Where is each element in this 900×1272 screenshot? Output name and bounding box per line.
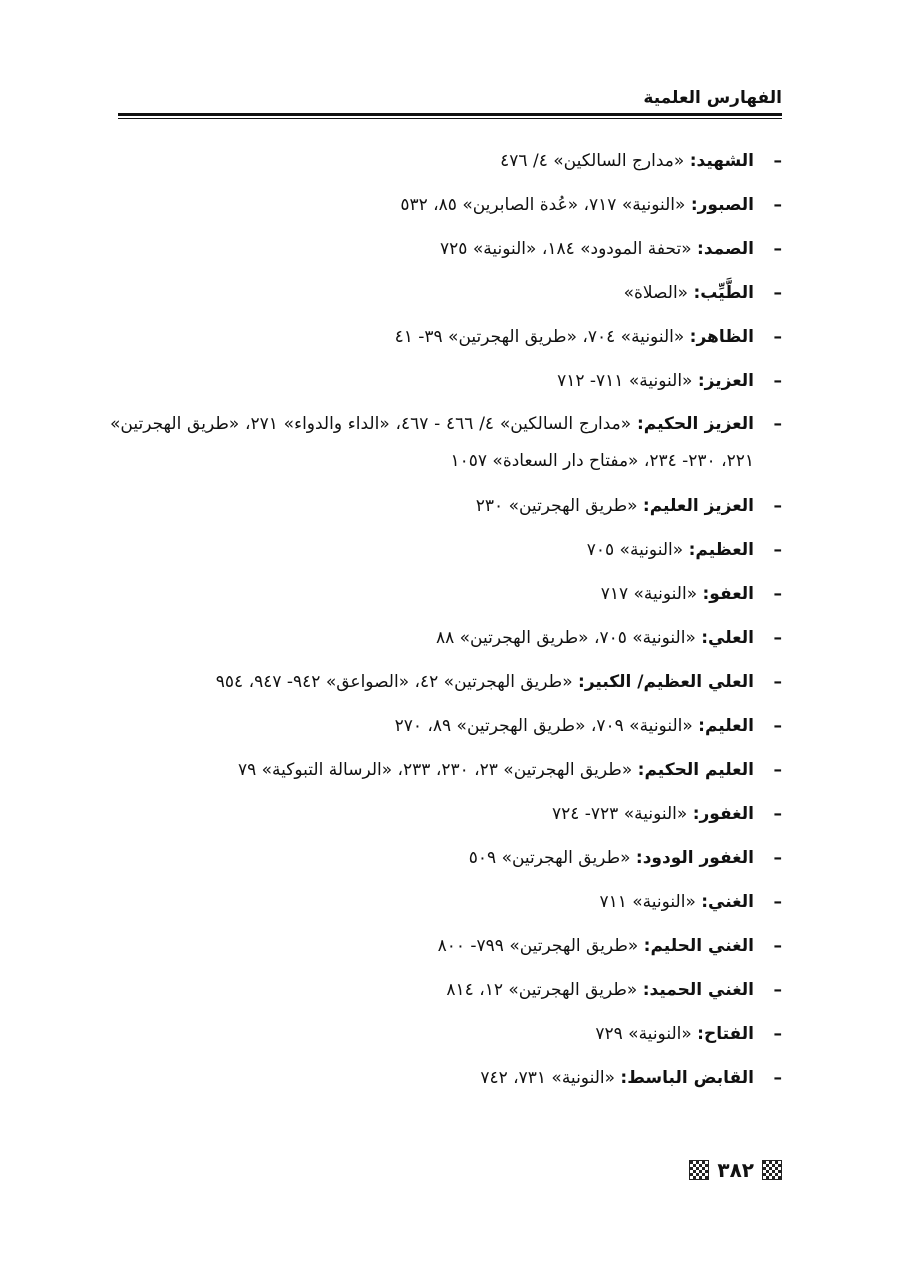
- bullet-dash: –: [773, 716, 782, 736]
- entry-refs: «طريق الهجرتين» ٧٩٩- ٨٠٠: [437, 936, 644, 956]
- index-entry: [110, 1012, 782, 1056]
- entry-name: الظاهر:: [689, 327, 754, 347]
- entry-refs: «النونية» ٧٢٩: [595, 1024, 698, 1044]
- index-entry: [110, 528, 782, 572]
- index-list: [110, 139, 782, 1100]
- entry-name: العلي:: [701, 628, 754, 648]
- entry-name: العلي العظيم/ الكبير:: [578, 672, 754, 692]
- entry-name: الطَّيِّب:: [693, 283, 754, 303]
- bullet-dash: –: [773, 936, 782, 956]
- bullet-dash: –: [773, 584, 782, 604]
- entry-name: العزيز الحكيم:: [636, 414, 754, 434]
- entry-name: العليم:: [698, 716, 754, 736]
- header-rule-thick: [118, 113, 782, 116]
- index-entry: [110, 836, 782, 880]
- entry-name: الغني:: [701, 892, 754, 912]
- entry-name: الصمد:: [697, 239, 754, 259]
- bullet-dash: –: [773, 371, 782, 391]
- entry-name: الغني الحليم:: [643, 936, 754, 956]
- bullet-dash: –: [773, 239, 782, 259]
- bullet-dash: –: [773, 848, 782, 868]
- entry-refs: «النونية» ٧١١: [599, 892, 702, 912]
- index-entry: [110, 139, 782, 183]
- bullet-dash: –: [773, 195, 782, 215]
- index-entry: [110, 227, 782, 271]
- ornament-icon: [689, 1160, 709, 1180]
- index-entry: [110, 924, 782, 968]
- index-entry: [110, 748, 782, 792]
- entry-refs: «طريق الهجرتين» ٤٢، «الصواعق» ٩٤٢- ٩٤٧، ٩٥٤: [215, 672, 579, 692]
- entry-refs: «النونية» ٧٠٥: [586, 540, 689, 560]
- entry-refs: «طريق الهجرتين» ٢٣، ٢٣٠، ٢٣٣، «الرسالة التبوكية» ٧٩: [237, 760, 638, 780]
- entry-refs: «النونية» ٧١٧، «عُدة الصابرين» ٨٥، ٥٣٢: [400, 195, 691, 215]
- bullet-dash: –: [773, 496, 782, 516]
- bullet-dash: –: [773, 1024, 782, 1044]
- bullet-dash: –: [773, 980, 782, 1000]
- entry-refs: «النونية» ٧٠٩، «طريق الهجرتين» ٨٩، ٢٧٠: [394, 716, 699, 736]
- bullet-dash: –: [773, 760, 782, 780]
- entry-name: العزيز العليم:: [642, 496, 754, 516]
- entry-name: الشهيد:: [689, 151, 754, 171]
- index-entry: [110, 359, 782, 403]
- entry-refs: «النونية» ٧١١- ٧١٢: [557, 371, 698, 391]
- bullet-dash: –: [773, 892, 782, 912]
- entry-name: العفو:: [702, 584, 754, 604]
- index-entry: [110, 1056, 782, 1100]
- entry-name: الغفور:: [692, 804, 754, 824]
- index-entry: [110, 968, 782, 1012]
- bullet-dash: –: [773, 283, 782, 303]
- entry-refs: «الصلاة»: [623, 283, 694, 303]
- index-entry: [110, 660, 782, 704]
- entry-refs: «تحفة المودود» ١٨٤، «النونية» ٧٢٥: [440, 239, 698, 259]
- bullet-dash: –: [773, 414, 782, 434]
- entry-refs: «طريق الهجرتين» ٢٣٠: [475, 496, 643, 516]
- bullet-dash: –: [773, 1068, 782, 1088]
- entry-name: الغني الحميد:: [642, 980, 754, 1000]
- page-footer: [660, 1154, 782, 1186]
- bullet-dash: –: [773, 540, 782, 560]
- entry-name: العزيز:: [697, 371, 754, 391]
- entry-name: الصبور:: [690, 195, 754, 215]
- index-entry: [110, 271, 782, 315]
- entry-refs: «النونية» ٧٣١، ٧٤٢: [480, 1068, 621, 1088]
- index-entry: [110, 616, 782, 660]
- entry-refs: «النونية» ٧٠٤، «طريق الهجرتين» ٣٩- ٤١: [394, 327, 690, 347]
- entry-name: القابض الباسط:: [620, 1068, 754, 1088]
- page-number: ٣٨٢: [717, 1158, 754, 1182]
- index-entry: [110, 792, 782, 836]
- bullet-dash: –: [773, 151, 782, 171]
- entry-refs: «مدارج السالكين» ٤/ ٤٧٦: [500, 151, 690, 171]
- index-entry: [110, 704, 782, 748]
- bullet-dash: –: [773, 628, 782, 648]
- index-entry: [110, 315, 782, 359]
- entry-refs: «النونية» ٧٠٥، «طريق الهجرتين» ٨٨: [435, 628, 702, 648]
- index-entry: [110, 183, 782, 227]
- entry-name: الغفور الودود:: [635, 848, 754, 868]
- ornament-icon: [762, 1160, 782, 1180]
- index-entry: [110, 572, 782, 616]
- entry-name: العليم الحكيم:: [637, 760, 754, 780]
- entry-name: العظيم:: [688, 540, 754, 560]
- entry-name: الفتاح:: [697, 1024, 754, 1044]
- header-rule-thin: [118, 118, 782, 119]
- bullet-dash: –: [773, 672, 782, 692]
- index-entry: [110, 880, 782, 924]
- entry-refs: «النونية» ٧١٧: [600, 584, 703, 604]
- bullet-dash: –: [773, 327, 782, 347]
- entry-refs: «طريق الهجرتين» ١٢، ٨١٤: [446, 980, 643, 1000]
- entry-refs: «طريق الهجرتين» ٥٠٩: [468, 848, 636, 868]
- running-header-title: الفهارس العلمية: [643, 88, 782, 108]
- entry-refs: «النونية» ٧٢٣- ٧٢٤: [551, 804, 693, 824]
- index-entry: [110, 403, 782, 484]
- bullet-dash: –: [773, 804, 782, 824]
- page-header: [118, 86, 782, 119]
- index-entry: [110, 484, 782, 528]
- entry-refs: «مدارج السالكين» ٤/ ٤٦٦ - ٤٦٧، «الداء والدواء» ٢٧١، «طريق الهجرتين» ٢٢١، ٢٣٠- ٢٣٤، «مفتاح دار السعادة» ١٠٥٧: [110, 414, 754, 471]
